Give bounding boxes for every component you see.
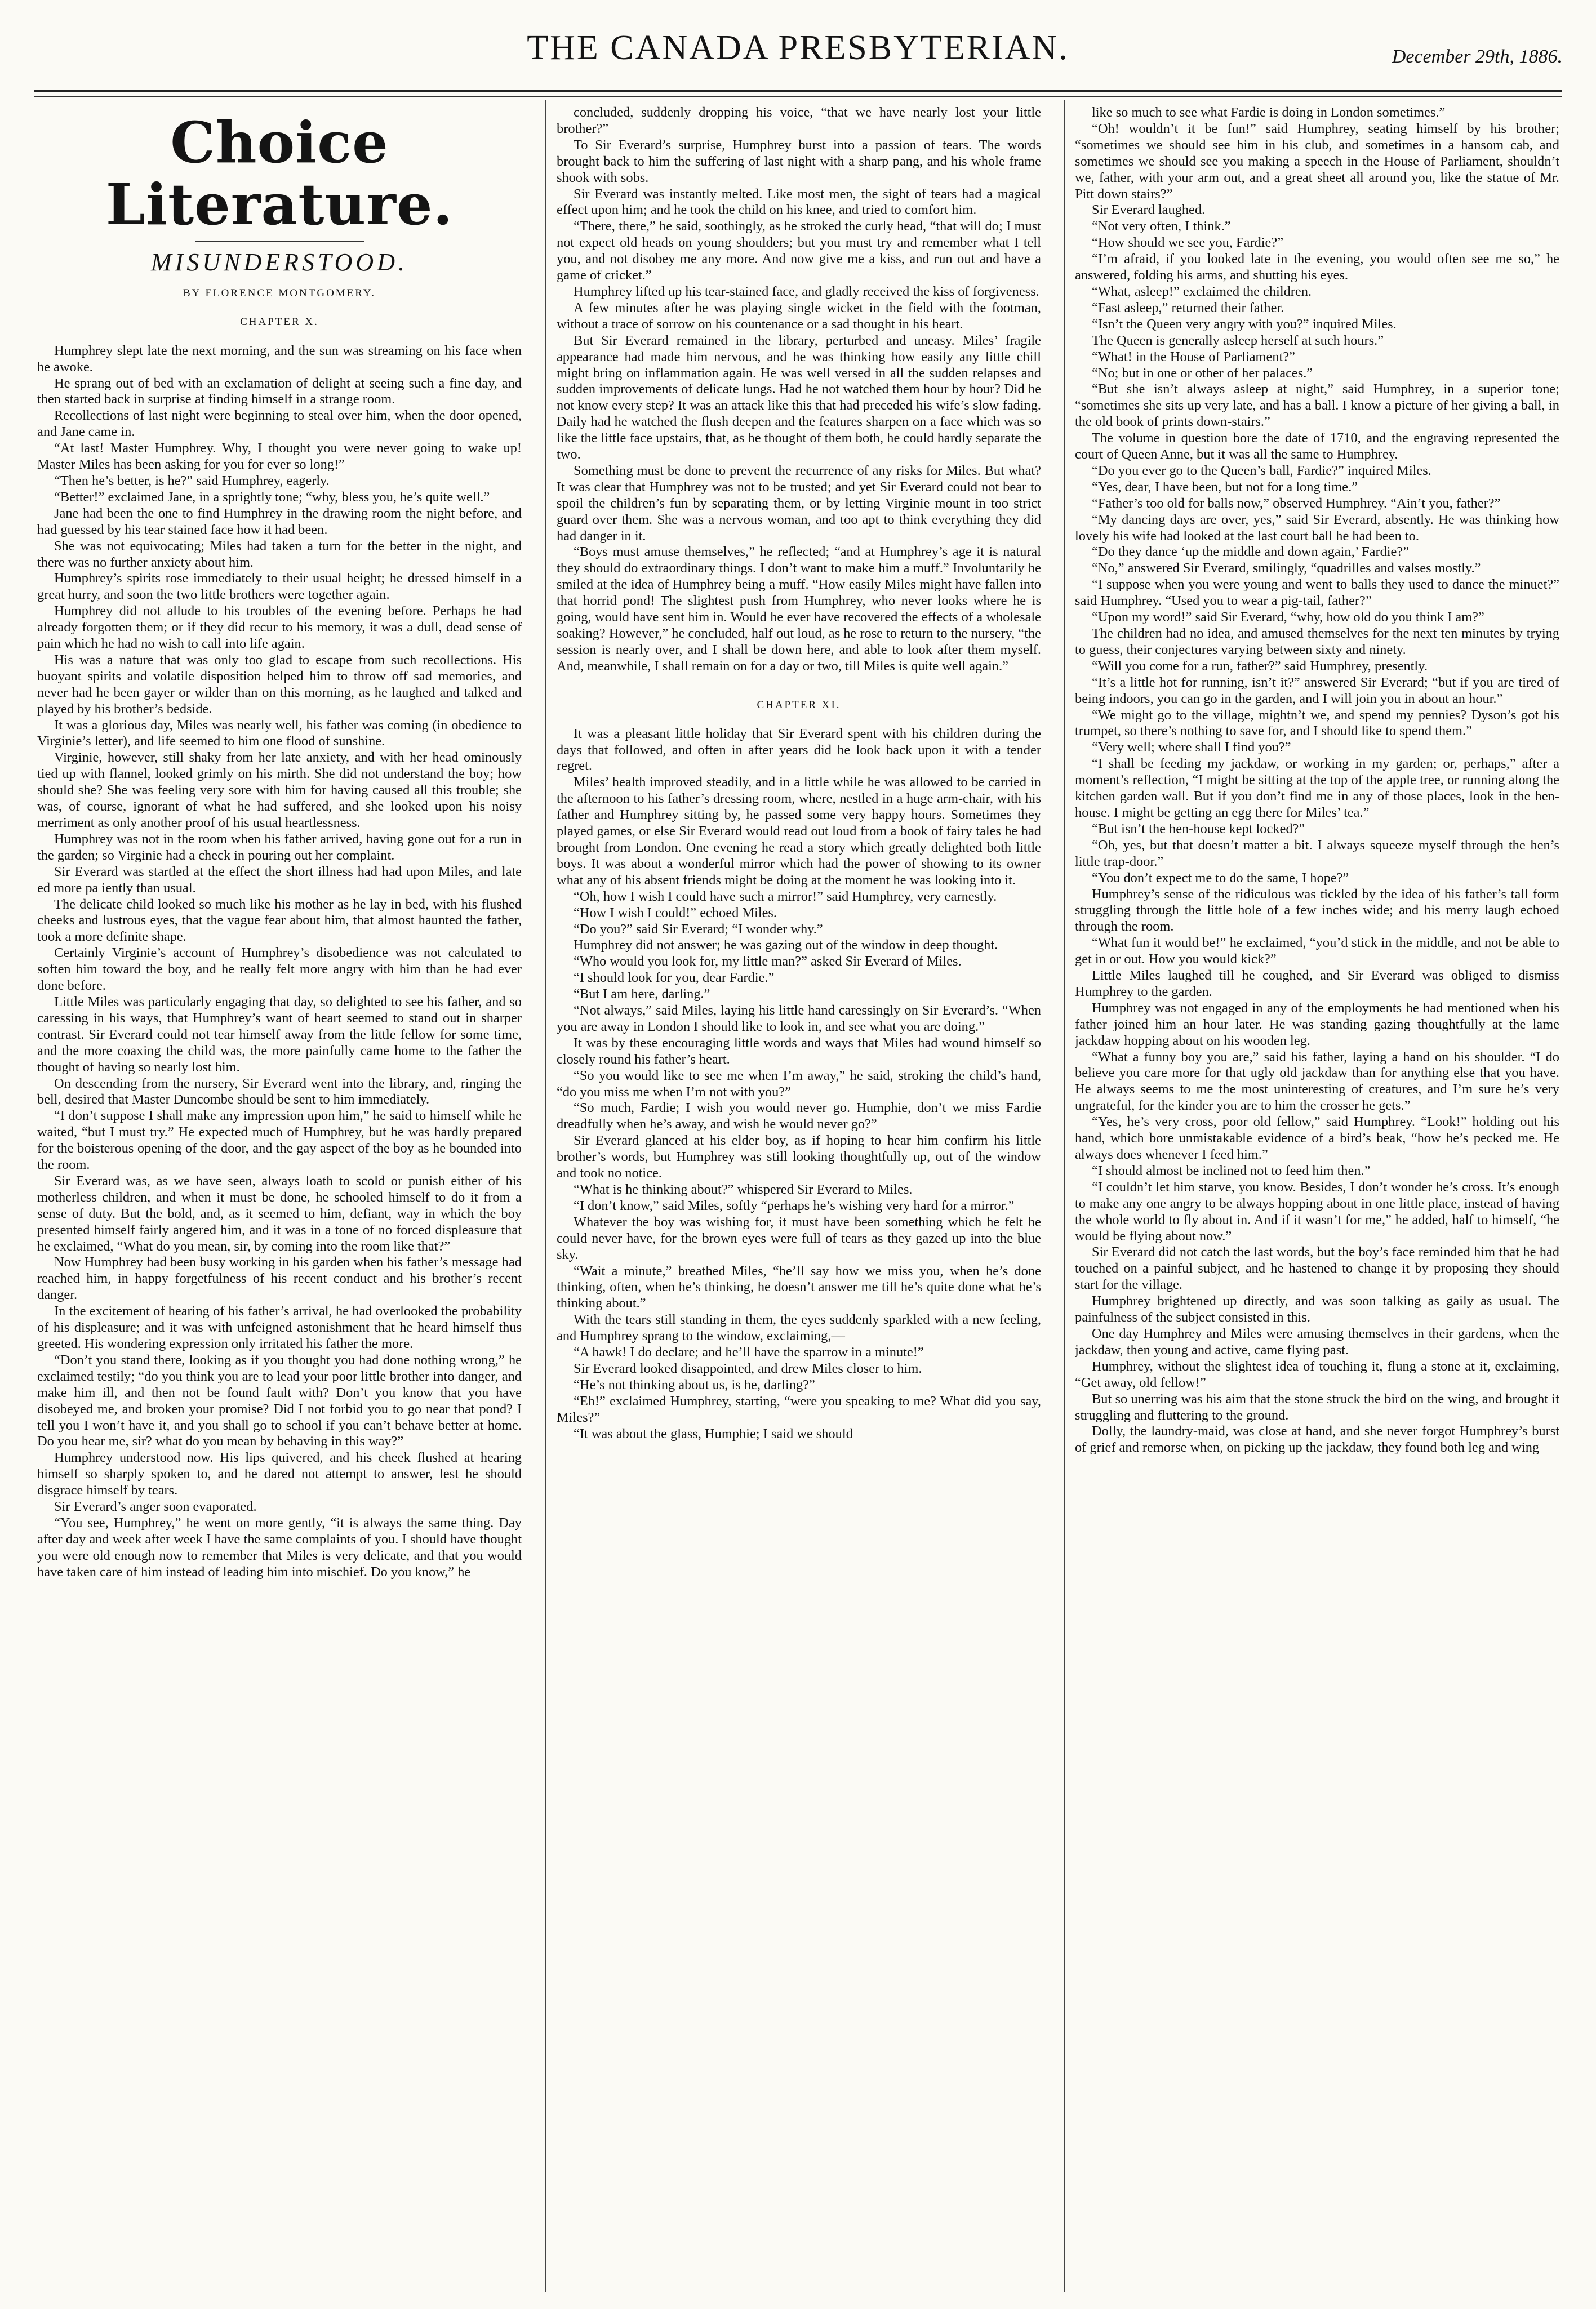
paragraph: “Eh!” exclaimed Humphrey, starting, “were you speaking to me? What did you say, Miles?” (557, 1393, 1041, 1425)
paragraph: Sir Everard looked disappointed, and drew Miles closer to him. (574, 1360, 922, 1376)
paragraph: “He’s not thinking about us, is he, darling?” (574, 1377, 815, 1392)
issue-date: December 29th, 1886. (1392, 46, 1562, 67)
paragraph: Humphrey, without the slightest idea of touching it, flung a stone at it, exclaiming, “Get away, old fellow!” (1075, 1358, 1559, 1390)
paragraph: “But isn’t the hen-house kept locked?” (1092, 821, 1305, 837)
paragraph: Humphrey understood now. His lips quivered, and his cheek flushed at hearing himself so sharply spoken to, and he dared not attempt to answer, lest he should disgrace himself by tears. (37, 1450, 522, 1498)
paragraph: The Queen is generally asleep herself at such hours.” (1092, 332, 1384, 348)
paragraph: Virginie, however, still shaky from her late anxiety, and with her head ominously tied up with flannel, looked grimly on his mirth. She did not understand the boy; how should she? She was feeling very sore with him for having caused all this trouble; she was, of course, ignorant of what he had suffered, and she looked upon his noisy merriment as only another proof of his usual heartlessness. (37, 750, 522, 830)
chapter-heading: CHAPTER XI. (757, 699, 841, 711)
paragraph: She was not equivocating; Miles had taken a turn for the better in the night, and there was no further anxiety about him. (37, 538, 522, 570)
paragraph: “Do you ever go to the Queen’s ball, Fardie?” inquired Miles. (1092, 462, 1431, 478)
column-divider (1064, 100, 1065, 2292)
paragraph: He sprang out of bed with an exclamation of delight at seeing such a fine day, and then started back in surprise at finding himself in a strange room. (37, 375, 522, 407)
paragraph: “Oh, how I wish I could have such a mirror!” said Humphrey, very earnestly. (574, 888, 997, 904)
paragraph: But Sir Everard remained in the library, perturbed and uneasy. Miles’ fragile appearance had made him nervous, and he was thinking how easily any little chill might bring on inflammation again. He was well versed in all the sudden relapses and sudden improvements of delicate lungs. Had he not watched them hour by hour? Did he not know every step? It was an attack like this that had preceded his wife’s slow fading. Daily had he watched the flush deepen and the features sharpen on a face which was so like the little face upstairs, that, as he thought of them both, he could hardly separate the two. (557, 332, 1041, 462)
paragraph: Humphrey did not answer; he was gazing out of the window in deep thought. (574, 937, 998, 953)
paragraph: A few minutes after he was playing single wicket in the field with the footman, without a trace of sorrow on his countenance or a sad thought in his heart. (557, 300, 1041, 332)
paragraph: “Do they dance ‘up the middle and down again,’ Fardie?” (1092, 544, 1410, 560)
paragraph: Certainly Virginie’s account of Humphrey’s disobedience was not calculated to soften him toward the boy, and he really felt more angry with him than he had ever done before. (37, 945, 522, 994)
paragraph: “There, there,” he said, soothingly, as he stroked the curly head, “that will do; I must not expect old heads on young shoulders; but you must try and remember what I tell you, and not disobey me any more. And now give me a kiss, and run out and have a game of cricket.” (557, 219, 1041, 283)
paragraph: Jane had been the one to find Humphrey in the drawing room the night before, and had guessed by his tear stained face how it had been. (37, 505, 522, 537)
paragraph: The volume in question bore the date of 1710, and the engraving represented the court of Queen Anne, but it was all the same to Humphrey. (1075, 430, 1559, 462)
column-2-text-a (557, 105, 1041, 675)
paragraph: “Fast asleep,” returned their father. (1092, 300, 1284, 315)
paragraph: “Oh! wouldn’t it be fun!” said Humphrey, seating himself by his brother; “sometimes we should see him in his club, and sometimes in a hansom cab, and sometimes we should see you making a speech in the House of Parliament, shouldn’t we, father, with your arm out, and a great sheet all around you, like the statue of Mr. Pitt down stairs?” (1075, 121, 1559, 202)
paragraph: “Not very often, I think.” (1092, 219, 1231, 234)
paragraph: “My dancing days are over, yes,” said Sir Everard, absently. He was thinking how lovely his wife had looked at the last court ball he had been to. (1075, 511, 1559, 544)
paragraph: “Oh, yes, but that doesn’t matter a bit. I always squeeze myself through the hen’s little trap-door.” (1075, 837, 1559, 869)
paragraph: Humphrey brightened up directly, and was soon talking as gaily as usual. The painfulness of the subject consisted in this. (1075, 1293, 1559, 1325)
paragraph: His was a nature that was only too glad to escape from such recollections. His buoyant spirits and volatile disposition helped him to throw off sad memories, and never had he been gayer or wilder than on this morning, as he laughed and talked and played by his brother’s bedside. (37, 652, 522, 717)
paragraph: Sir Everard was, as we have seen, always loath to scold or punish either of his motherless children, and when it must be done, he schooled himself to do it from a sense of duty. But the bold, and, as it seemed to him, defiant, way in which the boy presented himself fairly angered him, and it was in a tone of no forced displeasure that he exclaimed, “What do you mean, sir, by coming into the room like that?” (37, 1173, 522, 1254)
paragraph: “So you would like to see me when I’m away,” he said, stroking the child’s hand, “do you miss me when I’m not with you?” (557, 1067, 1041, 1100)
paragraph: On descending from the nursery, Sir Everard went into the library, and, ringing the bell, desired that Master Duncombe should be sent to him immediately. (37, 1075, 522, 1107)
masthead-rule-top (34, 90, 1562, 92)
column-1 (37, 105, 522, 2285)
paragraph: “It’s a little hot for running, isn’t it?” answered Sir Everard; “but if you are tired of being indoors, you can go in the garden, and I will join you in about an hour.” (1075, 674, 1559, 706)
story-title: MISUNDERSTOOD. (151, 248, 408, 276)
paragraph: One day Humphrey and Miles were amusing themselves in their gardens, when the jackdaw, then young and active, came flying past. (1075, 1325, 1559, 1358)
paragraph: “What a funny boy you are,” said his father, laying a hand on his shoulder. “I do believe you care more for that ugly old jackdaw than for anything else that you have. He always seems to me the most uninteresting of creatures, and I’m sure he’s very ungrateful, for the kinder you are to him the crosser he gets.” (1075, 1049, 1559, 1114)
paragraph: “I don’t know,” said Miles, softly “perhaps he’s wishing very hard for a mirror.” (574, 1198, 1015, 1213)
paragraph: “Better!” exclaimed Jane, in a sprightly tone; “why, bless you, he’s quite well.” (54, 489, 490, 505)
column-2 (557, 105, 1041, 2285)
paragraph: But so unerring was his aim that the stone struck the bird on the wing, and brought it struggling and fluttering to the ground. (1075, 1391, 1559, 1423)
paragraph: “I should look for you, dear Fardie.” (574, 970, 775, 986)
paragraph: “Upon my word!” said Sir Everard, “why, how old do you think I am?” (1092, 609, 1484, 625)
byline: BY FLORENCE MONTGOMERY. (183, 287, 376, 299)
paragraph: “I don’t suppose I shall make any impression upon him,” he said to himself while he waited, “but I must try.” He expected much of Humphrey, but he was hardly prepared for the boisterous opening of the door, and the gay aspect of the boy as he bounded into the room. (37, 1108, 522, 1173)
paragraph: “You see, Humphrey,” he went on more gently, “it is always the same thing. Day after day and week after week I have the same complaints of you. I should have thought you were old enough now to remember that Miles is very delicate, and that you would have taken care of him instead of leading him into mischief. Do you know,” he (37, 1515, 522, 1580)
heading-divider (195, 241, 364, 242)
paragraph: “What! in the House of Parliament?” (1092, 349, 1295, 364)
paragraph: “What, asleep!” exclaimed the children. (1092, 283, 1312, 299)
paragraph: The delicate child looked so much like his mother as he lay in bed, with his flushed cheeks and lustrous eyes, that the vague fear about him, that almost haunted the father, took a more definite shape. (37, 896, 522, 945)
paragraph: “What fun it would be!” he exclaimed, “you’d stick in the middle, and not be able to get in or out. How you would kick?” (1075, 935, 1559, 967)
paragraph: “I should almost be inclined not to feed him then.” (1092, 1163, 1371, 1178)
paragraph: “Boys must amuse themselves,” he reflected; “and at Humphrey’s age it is natural they should do extraordinary things. I don’t want to make him a muff.” Involuntarily he smiled at the idea of Humphrey being a muff. “How easily Miles might have fallen into that horrid pond! The slightest push from Humphrey, who never looks where he is going, would have sent him in. Would he ever have recovered the effects of a wholesale soaking? However,” he concluded, half out loud, as he rose to return to the nursery, “the session is nearly over, and I shall be down here, and able to look after them myself. And, meanwhile, I shall remain on for a day or two, till Miles is quite well again.” (557, 544, 1041, 674)
paragraph: Sir Everard glanced at his elder boy, as if hoping to hear him confirm his little brother’s words, but Humphrey was still looking thoughtfully up, out of the window and took no notice. (557, 1133, 1041, 1181)
paragraph: The children had no idea, and amused themselves for the next ten minutes by trying to guess, their conjectures varying between sixty and ninety. (1075, 626, 1559, 657)
paragraph: “But she isn’t always asleep at night,” said Humphrey, in a superior tone; “sometimes she sits up very late, and has a ball. I know a picture of her giving a ball, in the old book of prints down-stairs.” (1075, 381, 1559, 430)
paragraph: Little Miles laughed till he coughed, and Sir Everard was obliged to dismiss Humphrey to the garden. (1075, 968, 1559, 999)
paragraph: “Very well; where shall I find you?” (1092, 740, 1291, 755)
paragraph: “Yes, he’s very cross, poor old fellow,” said Humphrey. “Look!” holding out his hand, which bore unmistakable evidence of a bird’s beak, “how he’s pecked me. He always does whenever I feed him.” (1075, 1114, 1559, 1162)
paragraph: Humphrey slept late the next morning, and the sun was streaming on his face when he awoke. (37, 342, 522, 375)
paragraph: Little Miles was particularly engaging that day, so delighted to see his father, and so caressing in his ways, that Humphrey’s want of heart seemed to stand out in sharper contrast. Sir Everard could not tear himself away from the little fellow for some time, and the more coaxing the child was, the more painfully came home to the father the thought of having so nearly lost him. (37, 994, 522, 1075)
paragraph: “Wait a minute,” breathed Miles, “he’ll say how we miss you, when he’s done thinking, often, when he’s thinking, he doesn’t answer me till he’s quite done what he’s thinking about.” (557, 1263, 1041, 1311)
paragraph: “A hawk! I do declare; and he’ll have the sparrow in a minute!” (574, 1345, 924, 1360)
paragraph: Sir Everard was instantly melted. Like most men, the sight of tears had a magical effect upon him; and he took the child on his knee, and tried to comfort him. (557, 186, 1041, 218)
column-3-text (1075, 105, 1559, 1456)
paragraph: “Who would you look for, my little man?” asked Sir Everard of Miles. (574, 954, 962, 969)
paragraph: “At last! Master Humphrey. Why, I thought you were never going to wake up! Master Miles has been asking for you for ever so long!” (37, 441, 522, 473)
paragraph: Humphrey was not engaged in any of the employments he had mentioned when his father joined him an hour later. He was standing gazing thoughtfully at the lame jackdaw hopping about on his wooden leg. (1075, 1000, 1559, 1048)
paragraph: Humphrey did not allude to his troubles of the evening before. Perhaps he had already forgotten them; or if they did recur to his memory, it was a dull, dead sense of pain which he had no wish to call into life again. (37, 603, 522, 652)
paragraph: “Will you come for a run, father?” said Humphrey, presently. (1092, 658, 1428, 674)
paragraph: Sir Everard did not catch the last words, but the boy’s face reminded him that he had touched on a painful subject, and he hastened to change it by proposing they should start for the village. (1075, 1244, 1559, 1293)
paragraph: “I couldn’t let him starve, you know. Besides, I don’t wonder he’s cross. It’s enough to make any one angry to be always hopping about in one little place, instead of having the whole world to fly about in. And if it wasn’t for me,” he added, half to himself, “he would be flying about now.” (1075, 1179, 1559, 1244)
column-3 (1075, 105, 1559, 2285)
chapter-heading: CHAPTER X. (240, 315, 319, 328)
paragraph: “Do you?” said Sir Everard; “I wonder why.” (574, 921, 823, 937)
paragraph: Sir Everard laughed. (1092, 202, 1206, 218)
paragraph: “No; but in one or other of her palaces.” (1092, 365, 1313, 381)
paragraph: “I shall be feeding my jackdaw, or working in my garden; or, perhaps,” after a moment’s reflection, “I might be sitting at the top of the apple tree, or running along the kitchen garden wall. But if you don’t find me in any of those places, look in the hen-house. I might be getting an egg there for Miles’ tea.” (1075, 756, 1559, 820)
paragraph: With the tears still standing in them, the eyes suddenly sparkled with a new feeling, and Humphrey sprang to the window, exclaiming,— (557, 1312, 1041, 1344)
paragraph: Miles’ health improved steadily, and in a little while he was allowed to be carried in the afternoon to his father’s dressing room, where, nestled in a huge arm-chair, with his father and Humphrey sitting by, he passed some very happy hours. Sometimes they played games, or else Sir Everard would read out loud from a book of fairy tales he had brought from London. One evening he read a story which greatly delighted both little boys. It was about a wonderful mirror which had the power of showing to its owner what any of his absent friends might be doing at the moment he was looking into it. (557, 775, 1041, 888)
paragraph: Humphrey’s sense of the ridiculous was tickled by the idea of his father’s tall form struggling through the little hole of a few inches wide; and his merry laugh echoed through the room. (1075, 886, 1559, 935)
paragraph: “Father’s too old for balls now,” observed Humphrey. “Ain’t you, father?” (1092, 495, 1501, 511)
paragraph: “You don’t expect me to do the same, I hope?” (1092, 870, 1349, 886)
column-divider (545, 100, 546, 2292)
paragraph: Whatever the boy was wishing for, it must have been something which he felt he could never have, for the brown eyes were full of tears as they gazed up into the blue sky. (557, 1214, 1041, 1262)
paragraph: “I’m afraid, if you looked late in the evening, you would often see me so,” he answered, folding his arms, and shutting his eyes. (1075, 251, 1559, 283)
paragraph: Dolly, the laundry-maid, was close at hand, and she never forgot Humphrey’s burst of grief and remorse when, on picking up the jackdaw, they found both leg and wing (1075, 1423, 1559, 1456)
section-heading: Choice Literature. (105, 109, 454, 238)
paragraph: like so much to see what Fardie is doing in London sometimes.” (1092, 105, 1446, 120)
paragraph: “I suppose when you were young and went to balls they used to dance the minuet?” said Humphrey. “Used you to wear a pig-tail, father?” (1075, 577, 1559, 609)
paragraph: concluded, suddenly dropping his voice, “that we have nearly lost your little brother?” (557, 105, 1041, 136)
paragraph: “But I am here, darling.” (574, 986, 710, 1002)
paragraph: “We might go to the village, mightn’t we, and spend my pennies? Dyson’s got his trumpet, so there’s nothing to save for, and I should like to spend them.” (1075, 707, 1559, 739)
column-1-text (37, 343, 522, 1581)
paragraph: Recollections of last night were beginning to steal over him, when the door opened, and Jane came in. (37, 408, 522, 440)
paragraph: Humphrey lifted up his tear-stained face, and gladly received the kiss of forgiveness. (574, 283, 1039, 299)
paragraph: “How I wish I could!” echoed Miles. (574, 905, 777, 920)
paragraph: Humphrey’s spirits rose immediately to their usual height; he dressed himself in a great hurry, and soon the two little brothers were together again. (37, 571, 522, 603)
masthead (34, 21, 1562, 89)
paragraph: It was by these encouraging little words and ways that Miles had wound himself so closely round his father’s heart. (557, 1035, 1041, 1067)
paragraph: Sir Everard was startled at the effect the short illness had had upon Miles, and late ed more pa iently than usual. (37, 864, 522, 896)
newspaper-title: THE CANADA PRESBYTERIAN. (527, 29, 1069, 67)
paragraph: “Then he’s better, is he?” said Humphrey, eagerly. (54, 473, 330, 488)
paragraph: “Don’t you stand there, looking as if you thought you had done nothing wrong,” he exclaimed testily; “do you think you are to lead your poor little brother into danger, and make him ill, and then not be found fault with? Don’t you know that you have disobeyed me, and broken your promise? Did I not forbid you to go near that pond? I tell you I won’t have it, and you shall go to school if you can’t behave better at home. Do you hear me, sir? what do you mean by behaving in this way?” (37, 1352, 522, 1449)
paragraph: “What is he thinking about?” whispered Sir Everard to Miles. (574, 1182, 913, 1197)
paragraph: Sir Everard’s anger soon evaporated. (54, 1499, 257, 1515)
column-2-text-b (557, 726, 1041, 1443)
paragraph: It was a pleasant little holiday that Sir Everard spent with his children during the days that followed, and often in after years did he look back upon it with a tender regret. (557, 726, 1041, 774)
paragraph: “So much, Fardie; I wish you would never go. Humphie, don’t we miss Fardie dreadfully when he’s away, and wish he would never go?” (557, 1100, 1041, 1132)
paragraph: To Sir Everard’s surprise, Humphrey burst into a passion of tears. The words brought back to him the suffering of last night with a sharp pang, and his whole frame shook with sobs. (557, 137, 1041, 185)
paragraph: “It was about the glass, Humphie; I said we should (574, 1426, 853, 1442)
paragraph: Something must be done to prevent the recurrence of any risks for Miles. But what? It was clear that Humphrey was not to be trusted; and yet Sir Everard could not bear to spoil the children’s fun by separating them, or by letting Virginie mount in too strict guard over them. She was a nervous woman, and too apt to think everything they did had danger in it. (557, 462, 1041, 544)
paragraph: “No,” answered Sir Everard, smilingly, “quadrilles and valses mostly.” (1092, 560, 1481, 576)
paragraph: “Isn’t the Queen very angry with you?” inquired Miles. (1092, 316, 1397, 332)
paragraph: Humphrey was not in the room when his father arrived, having gone out for a run in the garden; so Virginie had a check in pouring out her complaint. (37, 831, 522, 863)
paragraph: In the excitement of hearing of his father’s arrival, he had overlooked the probability of his displeasure; and it was with unfeigned astonishment that he heard himself thus greeted. His wondering expression only irritated his father the more. (37, 1303, 522, 1351)
paragraph: “How should we see you, Fardie?” (1092, 235, 1284, 251)
paragraph: Now Humphrey had been busy working in his garden when his father’s message had reached him, in happy forgetfulness of his recent conduct and his brother’s recent danger. (37, 1254, 522, 1303)
paragraph: “Yes, dear, I have been, but not for a long time.” (1092, 479, 1358, 495)
paragraph: “Not always,” said Miles, laying his little hand caressingly on Sir Everard’s. “When you are away in London I should like to look in, and see what you are doing.” (557, 1003, 1041, 1034)
masthead-rule-bottom (34, 96, 1562, 97)
paragraph: It was a glorious day, Miles was nearly well, his father was coming (in obedience to Virginie’s letter), and life seemed to him one flood of sunshine. (37, 717, 522, 749)
